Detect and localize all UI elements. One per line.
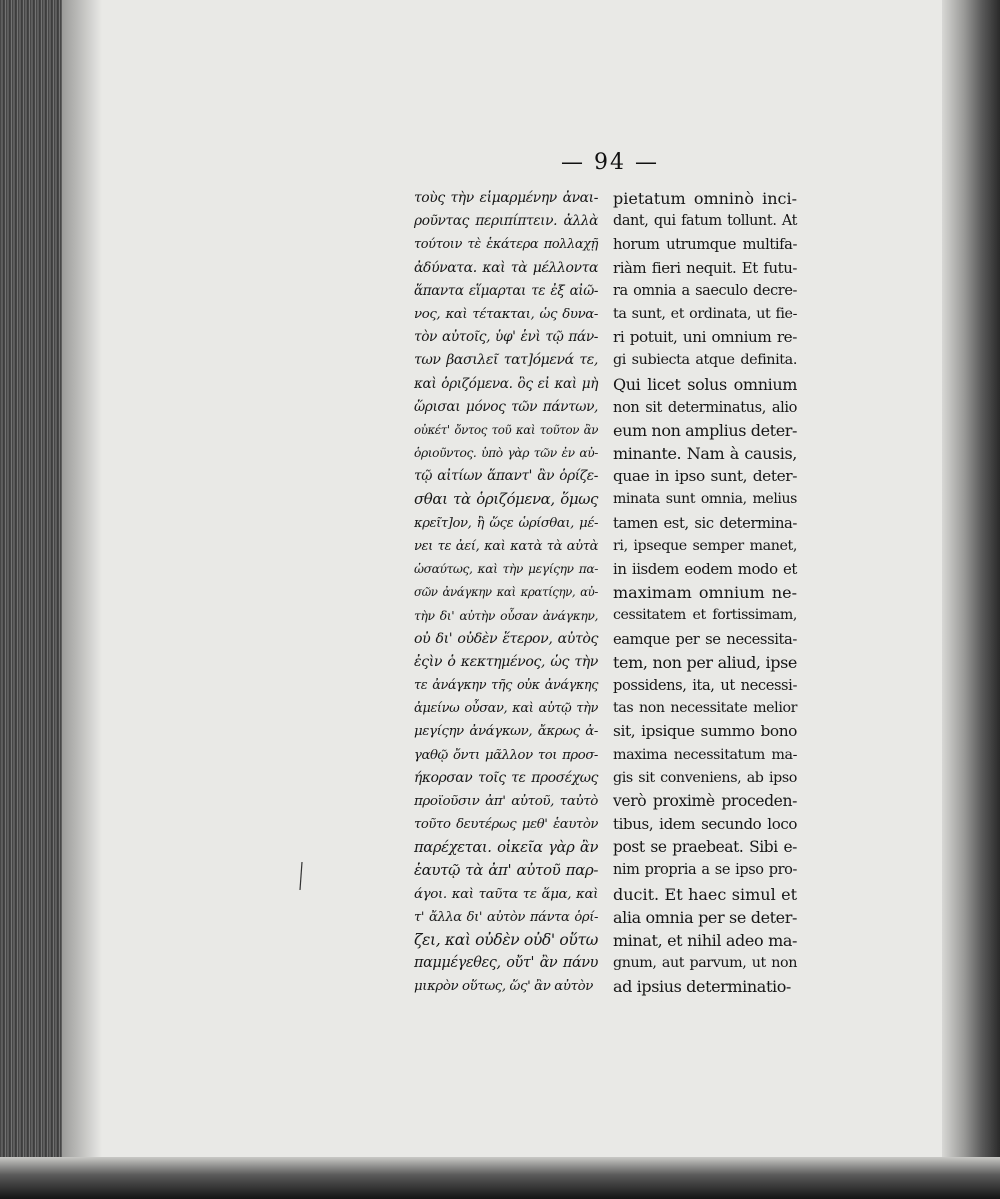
latin-text-line: nim propria a se ipso pro- (613, 862, 797, 879)
greek-text-line: νος, καὶ τέτακται, ὡς δυνα- (414, 306, 598, 322)
greek-text-line: οὐ δι' οὐδὲν ἕτερον, αὐτὸς (414, 630, 598, 647)
greek-text-line: σθαι τὰ ὁριζόμενα, ὅμως (414, 490, 598, 509)
bottom-page-edge (0, 1157, 1000, 1199)
greek-text-line: ζει, καὶ οὐδὲν οὐδ' οὕτω (414, 931, 598, 949)
greek-text-line: ἅπαντα εἵμαρται τε ἐξ αἰῶ- (414, 282, 598, 299)
pencil-mark (299, 862, 303, 890)
greek-text-line: προϊοῦσιν ἀπ' αὐτοῦ, ταὐτὸ (414, 793, 598, 809)
greek-text-line: μικρὸν οὕτως, ὥς' ἂν αὐτὸν (414, 979, 593, 995)
greek-text-line: οὐκέτ' ὄντος τοῦ καὶ τοῦτον ἂν (414, 422, 598, 437)
latin-text-line: eamque per se necessita- (613, 630, 797, 648)
greek-text-line: των βασιλεῖ τατ]όμενά τε, (414, 352, 598, 369)
greek-text-line: ἀδύνατα. καὶ τὰ μέλλοντα (414, 259, 598, 276)
right-page-edge (942, 0, 1000, 1199)
latin-text-line: cessitatem et fortissimam, (613, 607, 797, 624)
greek-text-line: γαθῷ ὄντι μᾶλλον τοι προσ- (414, 747, 598, 763)
latin-text-line: ad ipsius determinatio- (613, 977, 791, 997)
latin-text-line: tamen est, sic determina- (613, 514, 797, 532)
greek-text-line: τοὺς τὴν εἱμαρμένην ἀναι- (414, 190, 598, 206)
latin-text-line: minata sunt omnia, melius (613, 491, 797, 508)
greek-text-line: τῷ αἰτίων ἅπαντ' ἂν ὁρίζε- (414, 468, 598, 485)
latin-text-line: minat, et nihil adeo ma- (613, 931, 797, 950)
greek-text-line: τοῦτο δευτέρως μεθ' ἑαυτὸν (414, 817, 598, 833)
greek-text-column (414, 187, 598, 999)
greek-text-line: τὴν δι' αὐτὴν οὖσαν ἀνάγκην, (414, 608, 598, 624)
greek-text-line: καὶ ὁριζόμενα. ὃς εἰ καὶ μὴ (414, 375, 598, 392)
latin-text-line: post se praebeat. Sibi e- (613, 838, 797, 857)
latin-text-line: alia omnia per se deter- (613, 907, 797, 927)
gutter-shadow (62, 0, 102, 1199)
latin-text-line: verò proximè proceden- (613, 791, 797, 810)
latin-text-line: minante. Nam à causis, (613, 444, 797, 464)
greek-text-line: κρεῖτ]ον, ἢ ὥςε ὡρίσθαι, μέ- (414, 515, 598, 531)
latin-text-line: gis sit conveniens, ab ipso (613, 769, 797, 786)
latin-text-line: gi subiecta atque definita. (613, 352, 797, 369)
latin-text-line: quae in ipso sunt, deter- (613, 467, 797, 486)
latin-text-line: non sit determinatus, alio (613, 398, 797, 416)
latin-text-line: riàm fieri nequit. Et futu- (613, 258, 797, 277)
latin-text-line: eum non amplius deter- (613, 420, 798, 440)
greek-text-line: νει τε ἀεί, καὶ κατὰ τὰ αὐτὰ (414, 538, 598, 554)
greek-text-line: τούτοιν τὲ ἑκάτερα πολλαχῇ (414, 237, 598, 253)
latin-text-line: possidens, ita, ut necessi- (613, 676, 797, 694)
page-number: — 94 — (561, 150, 659, 175)
latin-text-line: gnum, aut parvum, ut non (613, 955, 797, 972)
latin-text-line: ri potuit, uni omnium re- (613, 328, 797, 347)
greek-text-line: ὁριοῦντος. ὑπὸ γὰρ τῶν ἐν αὐ- (414, 446, 598, 461)
greek-text-line: σῶν ἀνάγκην καὶ κρατίςην, αὐ- (414, 585, 598, 600)
latin-text-line: sit, ipsique summo bono (613, 722, 797, 741)
latin-text-line: in iisdem eodem modo et (613, 560, 797, 578)
latin-text-line: pietatum omninò inci- (613, 189, 797, 208)
latin-text-line: ri, ipseque semper manet, (613, 537, 797, 554)
latin-text-line: ducit. Et haec simul et (613, 884, 797, 904)
greek-text-line: ὡσαύτως, καὶ τὴν μεγίςην πα- (414, 562, 598, 576)
latin-text-line: ta sunt, et ordinata, ut fie- (613, 305, 797, 322)
latin-text-line: Qui licet solus omnium (613, 374, 797, 394)
latin-text-line: tibus, idem secundo loco (613, 815, 797, 834)
greek-text-line: άγοι. καὶ ταῦτα τε ἅμα, καὶ (414, 886, 598, 902)
latin-text-line: horum utrumque multifa- (613, 236, 797, 254)
latin-text-line: ra omnia a saeculo decre- (613, 282, 797, 299)
greek-text-line: παρέχεται. οἰκεῖα γὰρ ἂν (414, 839, 598, 857)
page-stack-edge (0, 0, 62, 1199)
greek-text-line: τε ἀνάγκην τῆς οὐκ ἀνάγκης (414, 677, 598, 693)
greek-text-line: ροῦντας περιπίπτειν. ἀλλὰ (414, 213, 598, 230)
greek-text-line: μεγίςην ἀνάγκων, ἄκρως ἀ- (414, 724, 598, 740)
latin-text-line: dant, qui fatum tollunt. At (613, 213, 797, 230)
greek-text-line: ἑαυτῷ τὰ ἀπ' αὐτοῦ παρ- (414, 861, 598, 880)
greek-text-line: ἀμείνω οὖσαν, καὶ αὐτῷ τὴν (414, 701, 598, 717)
latin-text-column (613, 187, 797, 999)
latin-text-line: maxima necessitatum ma- (613, 746, 797, 763)
latin-text-line: tas non necessitate melior (613, 700, 797, 717)
greek-text-line: ἐςὶν ὁ κεκτημένος, ὡς τὴν (414, 653, 598, 670)
greek-text-line: τὸν αὐτοῖς, ὑφ' ἑνὶ τῷ πάν- (414, 329, 598, 346)
latin-text-line: maximam omnium ne- (613, 583, 797, 603)
greek-text-line: ήκορσαν τοῖς τε προσέχως (414, 769, 598, 786)
greek-text-line: παμμέγεθες, οὔτ' ἂν πάνυ (414, 955, 598, 972)
greek-text-line: τ' ἄλλα δι' αὐτὸν πάντα ὁρί- (414, 909, 598, 925)
greek-text-line: ὥρισαι μόνος τῶν πάντων, (414, 398, 598, 415)
latin-text-line: tem, non per aliud, ipse (613, 652, 797, 672)
